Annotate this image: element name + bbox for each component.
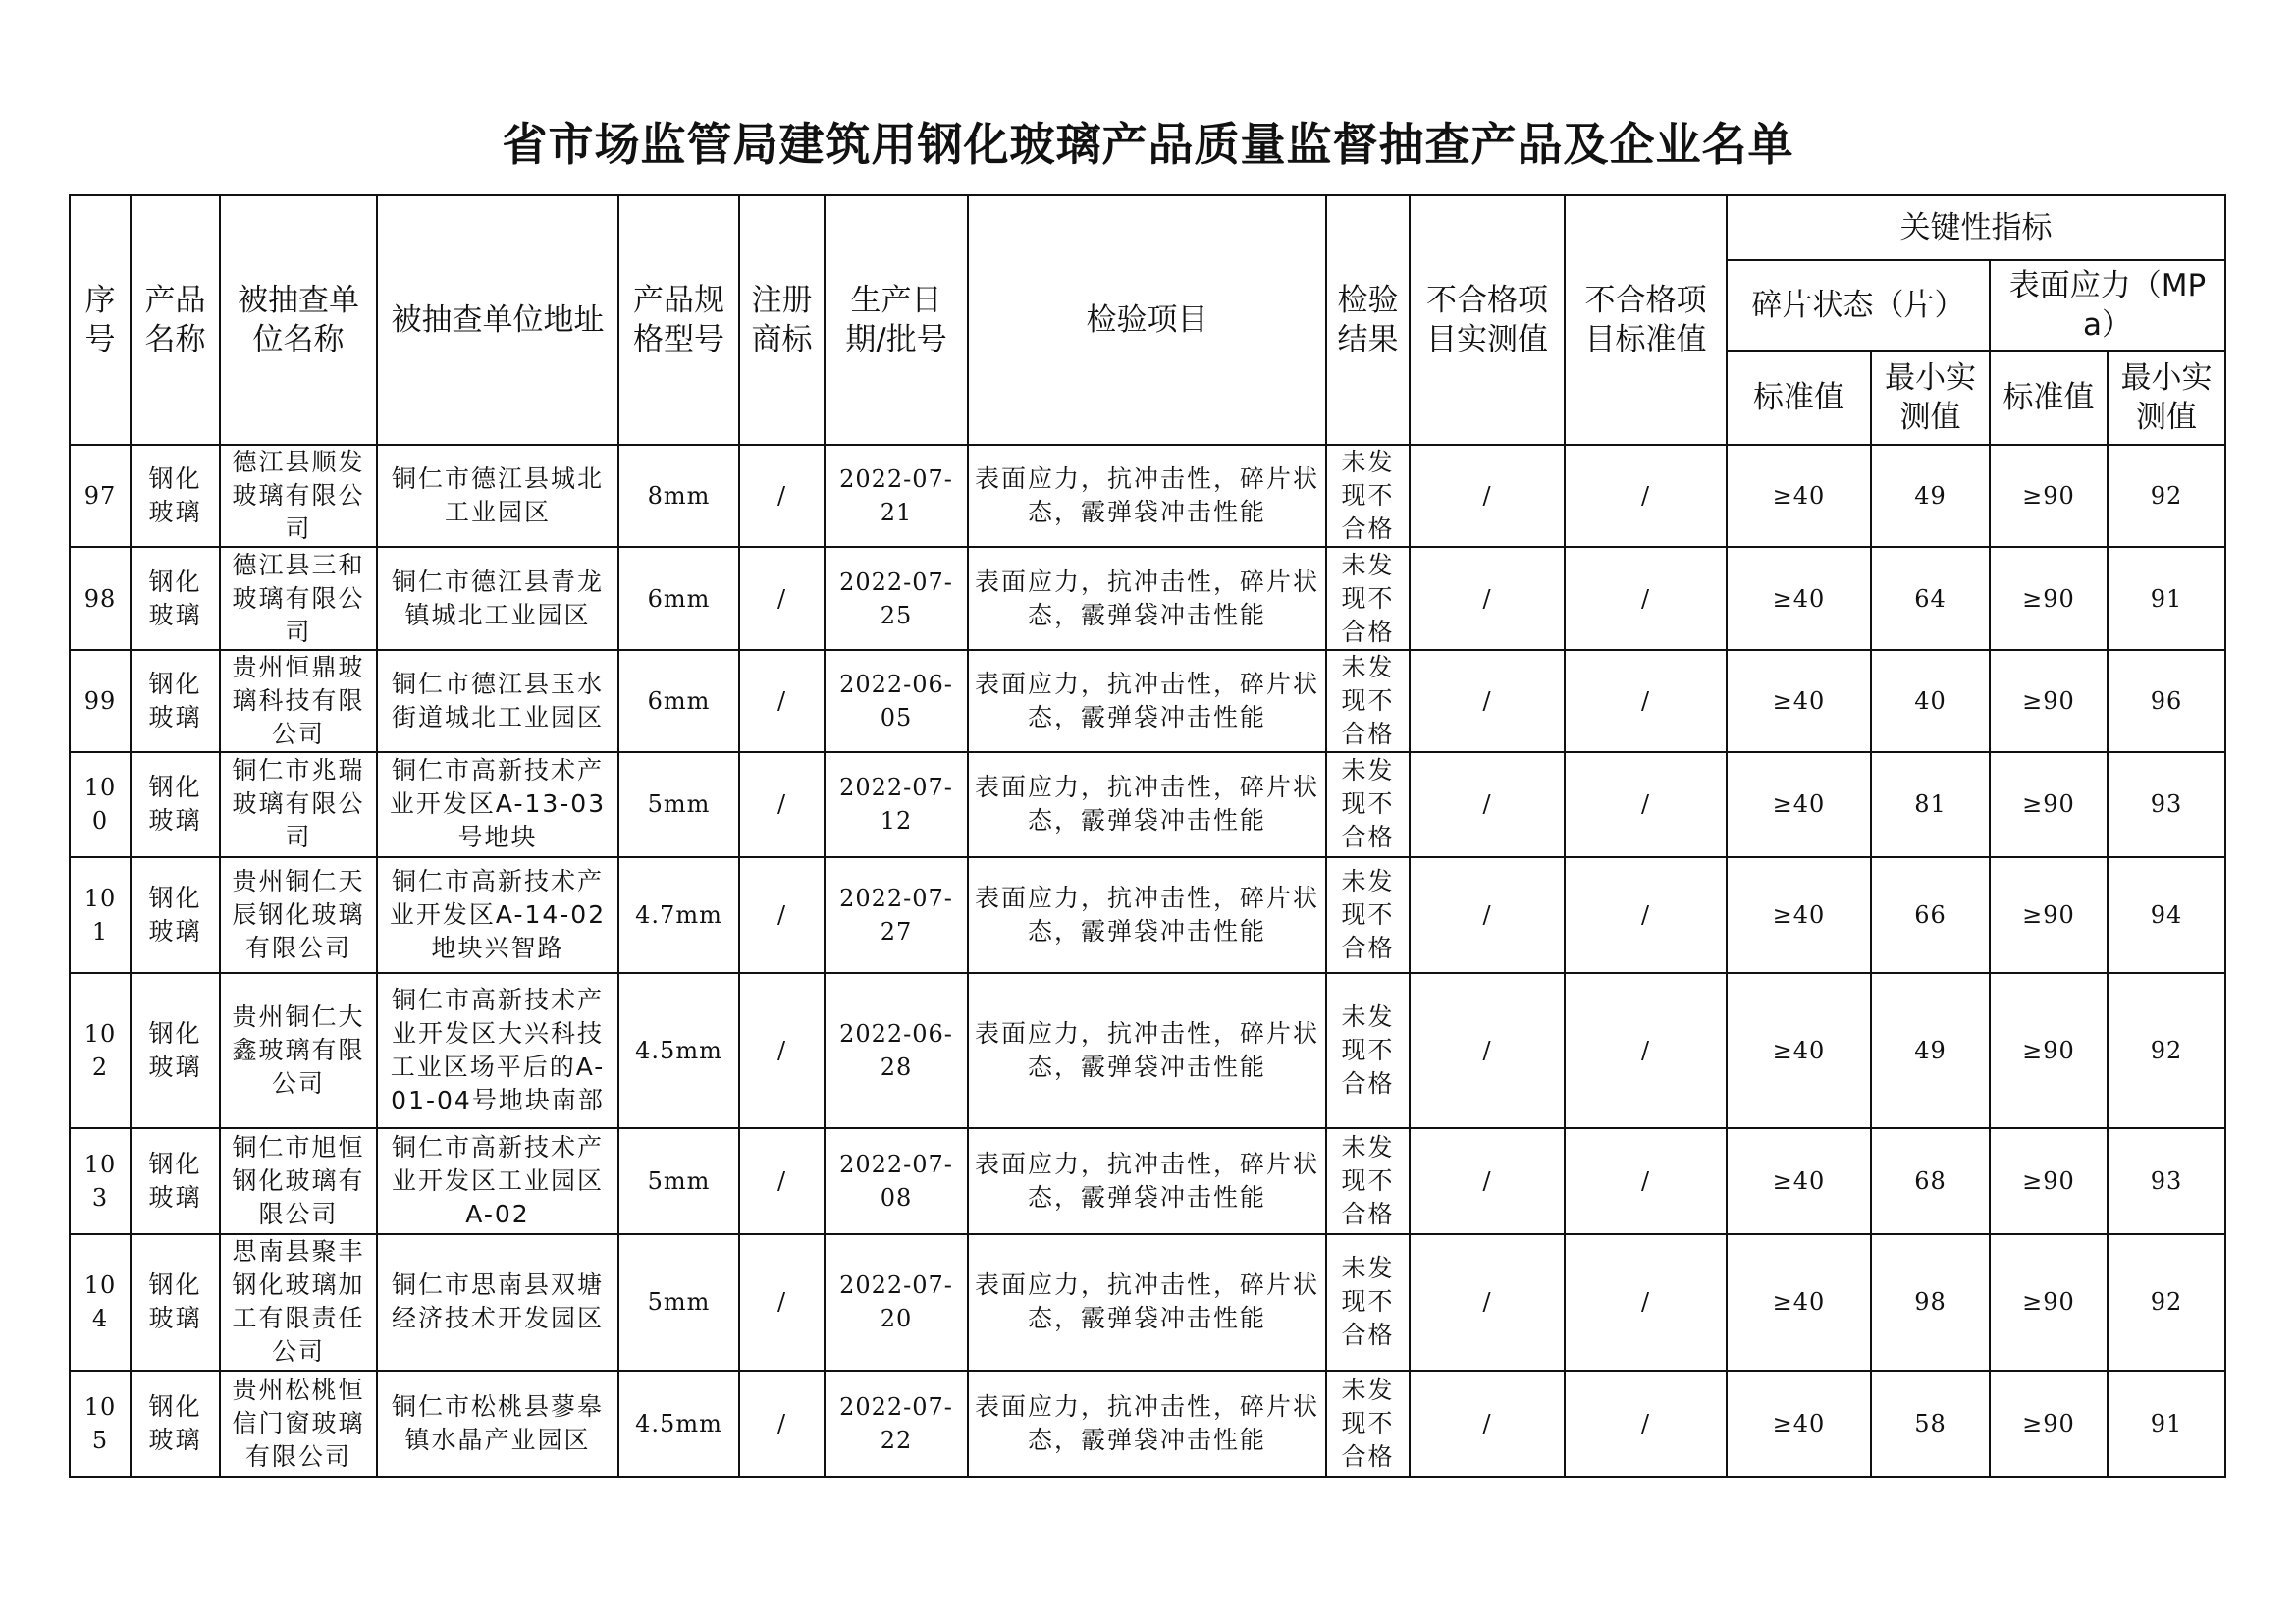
header-trademark: 注册商标: [739, 195, 825, 445]
header-product: 产品名称: [131, 195, 220, 445]
address-cell: 铜仁市高新技术产业开发区工业园区A-02: [377, 1128, 618, 1234]
stress-min-cell: 94: [2108, 857, 2225, 973]
date-cell: 2022-06-28: [825, 973, 968, 1128]
items-cell: 表面应力，抗冲击性，碎片状态，霰弹袋冲击性能: [968, 650, 1326, 752]
header-key-indicators: 关键性指标: [1727, 195, 2225, 260]
stress-min-cell: 96: [2108, 650, 2225, 752]
stress-std-cell: ≥90: [1990, 973, 2108, 1128]
header-address: 被抽查单位地址: [377, 195, 618, 445]
seq-cell: 98: [70, 547, 131, 649]
table-row: [70, 1371, 2225, 1477]
seq-cell: 101: [70, 857, 131, 973]
fragment-min-cell: 81: [1871, 752, 1990, 856]
fail-measured-cell: /: [1410, 1128, 1565, 1234]
fragment-min-cell: 98: [1871, 1234, 1990, 1371]
header-fail-standard: 不合格项目标准值: [1565, 195, 1727, 445]
fragment-min-cell: 49: [1871, 973, 1990, 1128]
company-cell: 德江县顺发玻璃有限公司: [220, 445, 377, 547]
trademark-cell: /: [739, 547, 825, 649]
stress-std-cell: ≥90: [1990, 1234, 2108, 1371]
stress-min-cell: 91: [2108, 1371, 2225, 1477]
fail-standard-cell: /: [1565, 1371, 1727, 1477]
address-cell: 铜仁市高新技术产业开发区A-14-02地块兴智路: [377, 857, 618, 973]
fragment-std-cell: ≥40: [1727, 650, 1871, 752]
fragment-min-cell: 49: [1871, 445, 1990, 547]
spec-cell: 4.5mm: [618, 1371, 739, 1477]
fragment-min-cell: 40: [1871, 650, 1990, 752]
product-cell: 钢化玻璃: [131, 445, 220, 547]
fail-standard-cell: /: [1565, 973, 1727, 1128]
seq-cell: 100: [70, 752, 131, 856]
result-cell: 未发现不合格: [1326, 1371, 1410, 1477]
seq-cell: 102: [70, 973, 131, 1128]
table-row: [70, 857, 2225, 973]
company-cell: 贵州铜仁大鑫玻璃有限公司: [220, 973, 377, 1128]
items-cell: 表面应力，抗冲击性，碎片状态，霰弹袋冲击性能: [968, 1371, 1326, 1477]
date-cell: 2022-07-20: [825, 1234, 968, 1371]
header-seq: 序号: [70, 195, 131, 445]
header-date: 生产日期/批号: [825, 195, 968, 445]
company-cell: 贵州铜仁天辰钢化玻璃有限公司: [220, 857, 377, 973]
fail-measured-cell: /: [1410, 650, 1565, 752]
seq-cell: 97: [70, 445, 131, 547]
fail-measured-cell: /: [1410, 445, 1565, 547]
trademark-cell: /: [739, 445, 825, 547]
product-cell: 钢化玻璃: [131, 973, 220, 1128]
result-cell: 未发现不合格: [1326, 650, 1410, 752]
seq-cell: 99: [70, 650, 131, 752]
table-body: [70, 445, 2225, 1477]
fail-standard-cell: /: [1565, 752, 1727, 856]
trademark-cell: /: [739, 1128, 825, 1234]
fragment-min-cell: 68: [1871, 1128, 1990, 1234]
fragment-min-cell: 66: [1871, 857, 1990, 973]
items-cell: 表面应力，抗冲击性，碎片状态，霰弹袋冲击性能: [968, 973, 1326, 1128]
fail-measured-cell: /: [1410, 857, 1565, 973]
seq-cell: 104: [70, 1234, 131, 1371]
stress-std-cell: ≥90: [1990, 752, 2108, 856]
stress-min-cell: 93: [2108, 752, 2225, 856]
result-cell: 未发现不合格: [1326, 752, 1410, 856]
items-cell: 表面应力，抗冲击性，碎片状态，霰弹袋冲击性能: [968, 1234, 1326, 1371]
fragment-std-cell: ≥40: [1727, 547, 1871, 649]
stress-std-cell: ≥90: [1990, 857, 2108, 973]
company-cell: 铜仁市兆瑞玻璃有限公司: [220, 752, 377, 856]
product-cell: 钢化玻璃: [131, 1128, 220, 1234]
fail-standard-cell: /: [1565, 1128, 1727, 1234]
address-cell: 铜仁市松桃县蓼皋镇水晶产业园区: [377, 1371, 618, 1477]
company-cell: 思南县聚丰钢化玻璃加工有限责任公司: [220, 1234, 377, 1371]
result-cell: 未发现不合格: [1326, 1128, 1410, 1234]
date-cell: 2022-07-21: [825, 445, 968, 547]
result-cell: 未发现不合格: [1326, 973, 1410, 1128]
fragment-std-cell: ≥40: [1727, 752, 1871, 856]
address-cell: 铜仁市高新技术产业开发区A-13-03号地块: [377, 752, 618, 856]
address-cell: 铜仁市高新技术产业开发区大兴科技工业区场平后的A-01-04号地块南部: [377, 973, 618, 1128]
spec-cell: 4.5mm: [618, 973, 739, 1128]
trademark-cell: /: [739, 650, 825, 752]
address-cell: 铜仁市德江县玉水街道城北工业园区: [377, 650, 618, 752]
fail-standard-cell: /: [1565, 857, 1727, 973]
fragment-min-cell: 64: [1871, 547, 1990, 649]
date-cell: 2022-07-08: [825, 1128, 968, 1234]
fail-measured-cell: /: [1410, 1371, 1565, 1477]
header-fail-measured: 不合格项目实测值: [1410, 195, 1565, 445]
fail-measured-cell: /: [1410, 547, 1565, 649]
result-cell: 未发现不合格: [1326, 445, 1410, 547]
company-cell: 德江县三和玻璃有限公司: [220, 547, 377, 649]
product-cell: 钢化玻璃: [131, 857, 220, 973]
spec-cell: 4.7mm: [618, 857, 739, 973]
address-cell: 铜仁市德江县城北工业园区: [377, 445, 618, 547]
spec-cell: 5mm: [618, 1234, 739, 1371]
trademark-cell: /: [739, 857, 825, 973]
company-cell: 铜仁市旭恒钢化玻璃有限公司: [220, 1128, 377, 1234]
fragment-std-cell: ≥40: [1727, 445, 1871, 547]
items-cell: 表面应力，抗冲击性，碎片状态，霰弹袋冲击性能: [968, 752, 1326, 856]
seq-cell: 103: [70, 1128, 131, 1234]
stress-min-cell: 92: [2108, 1234, 2225, 1371]
stress-min-cell: 92: [2108, 445, 2225, 547]
product-cell: 钢化玻璃: [131, 1234, 220, 1371]
header-stress-min: 最小实测值: [2108, 351, 2225, 445]
stress-std-cell: ≥90: [1990, 650, 2108, 752]
address-cell: 铜仁市思南县双塘经济技术开发园区: [377, 1234, 618, 1371]
fragment-std-cell: ≥40: [1727, 857, 1871, 973]
product-cell: 钢化玻璃: [131, 547, 220, 649]
sampling-table: [69, 194, 2226, 1478]
table-row: [70, 445, 2225, 547]
fail-standard-cell: /: [1565, 547, 1727, 649]
header-items: 检验项目: [968, 195, 1326, 445]
product-cell: 钢化玻璃: [131, 1371, 220, 1477]
header-fragment-min: 最小实测值: [1871, 351, 1990, 445]
trademark-cell: /: [739, 1371, 825, 1477]
date-cell: 2022-07-22: [825, 1371, 968, 1477]
stress-min-cell: 93: [2108, 1128, 2225, 1234]
spec-cell: 5mm: [618, 1128, 739, 1234]
fragment-std-cell: ≥40: [1727, 1234, 1871, 1371]
stress-min-cell: 91: [2108, 547, 2225, 649]
fail-standard-cell: /: [1565, 445, 1727, 547]
items-cell: 表面应力，抗冲击性，碎片状态，霰弹袋冲击性能: [968, 445, 1326, 547]
header-stress-std: 标准值: [1990, 351, 2108, 445]
spec-cell: 5mm: [618, 752, 739, 856]
table-row: [70, 973, 2225, 1128]
items-cell: 表面应力，抗冲击性，碎片状态，霰弹袋冲击性能: [968, 547, 1326, 649]
spec-cell: 8mm: [618, 445, 739, 547]
trademark-cell: /: [739, 752, 825, 856]
fragment-std-cell: ≥40: [1727, 1371, 1871, 1477]
header-company: 被抽查单位名称: [220, 195, 377, 445]
date-cell: 2022-07-25: [825, 547, 968, 649]
header-fragment-std: 标准值: [1727, 351, 1871, 445]
stress-std-cell: ≥90: [1990, 1371, 2108, 1477]
spec-cell: 6mm: [618, 650, 739, 752]
fail-measured-cell: /: [1410, 752, 1565, 856]
company-cell: 贵州恒鼎玻璃科技有限公司: [220, 650, 377, 752]
stress-std-cell: ≥90: [1990, 1128, 2108, 1234]
table-row: [70, 1128, 2225, 1234]
date-cell: 2022-06-05: [825, 650, 968, 752]
items-cell: 表面应力，抗冲击性，碎片状态，霰弹袋冲击性能: [968, 1128, 1326, 1234]
product-cell: 钢化玻璃: [131, 752, 220, 856]
result-cell: 未发现不合格: [1326, 547, 1410, 649]
table-row: [70, 1234, 2225, 1371]
date-cell: 2022-07-12: [825, 752, 968, 856]
stress-std-cell: ≥90: [1990, 445, 2108, 547]
items-cell: 表面应力，抗冲击性，碎片状态，霰弹袋冲击性能: [968, 857, 1326, 973]
header-spec: 产品规格型号: [618, 195, 739, 445]
header-surface-stress: 表面应力（MPa）: [1990, 260, 2225, 351]
table-row: [70, 752, 2225, 856]
header-fragment-state: 碎片状态（片）: [1727, 260, 1990, 351]
fail-measured-cell: /: [1410, 973, 1565, 1128]
address-cell: 铜仁市德江县青龙镇城北工业园区: [377, 547, 618, 649]
table-row: [70, 547, 2225, 649]
fragment-std-cell: ≥40: [1727, 973, 1871, 1128]
fail-standard-cell: /: [1565, 650, 1727, 752]
company-cell: 贵州松桃恒信门窗玻璃有限公司: [220, 1371, 377, 1477]
date-cell: 2022-07-27: [825, 857, 968, 973]
seq-cell: 105: [70, 1371, 131, 1477]
trademark-cell: /: [739, 973, 825, 1128]
result-cell: 未发现不合格: [1326, 857, 1410, 973]
fragment-min-cell: 58: [1871, 1371, 1990, 1477]
result-cell: 未发现不合格: [1326, 1234, 1410, 1371]
trademark-cell: /: [739, 1234, 825, 1371]
fail-standard-cell: /: [1565, 1234, 1727, 1371]
header-result: 检验结果: [1326, 195, 1410, 445]
fail-measured-cell: /: [1410, 1234, 1565, 1371]
product-cell: 钢化玻璃: [131, 650, 220, 752]
spec-cell: 6mm: [618, 547, 739, 649]
document-title: 省市场监管局建筑用钢化玻璃产品质量监督抽查产品及企业名单: [502, 118, 1794, 171]
stress-min-cell: 92: [2108, 973, 2225, 1128]
stress-std-cell: ≥90: [1990, 547, 2108, 649]
table-row: [70, 650, 2225, 752]
fragment-std-cell: ≥40: [1727, 1128, 1871, 1234]
